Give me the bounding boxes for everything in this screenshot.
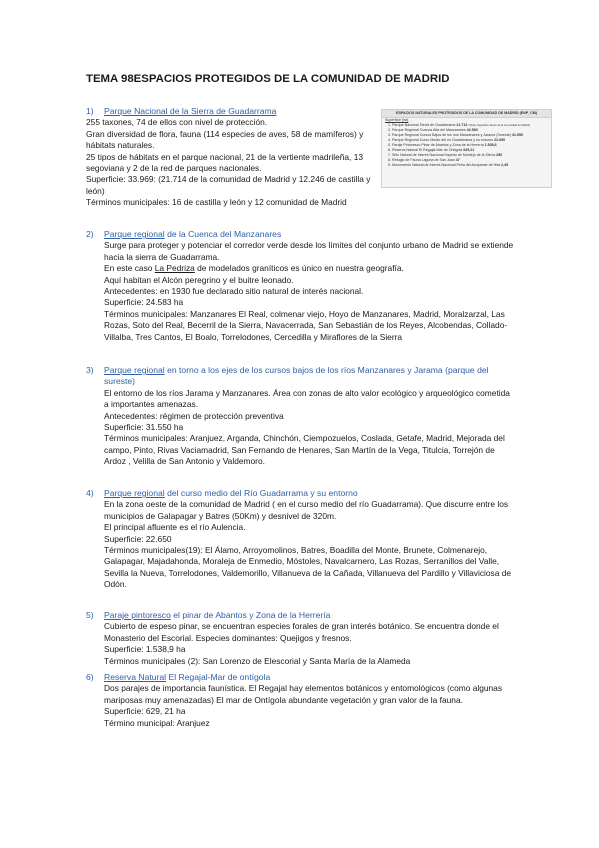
- section-heading-rest: El Regajal-Mar de ontígola: [166, 672, 271, 682]
- section-link[interactable]: Parque regional: [104, 229, 165, 239]
- section-line: Aquí habitan el Alcón peregrino y el buitre leonado.: [104, 274, 294, 285]
- section-link[interactable]: Paraje pintoresco: [104, 610, 171, 620]
- section-heading: [86, 610, 516, 621]
- section-line: Términos municipales(19): El Álamo, Arroyomolinos, Batres, Boadilla del Monte, Brunete, Colmenarejo, Galapagar, Majadahonda, Moraleja de Enmedio, Móstoles, Navalcarnero, Las Rozas, Serranillos del Valle, Sevilla la Nueva, Torrelodones, Valdemorillo, Villanueva de la Cañada, Villanueva del Pardillo y Villaviciosa de Odón.: [104, 545, 512, 590]
- section-line: Superficie: 1.538,9 ha: [104, 644, 186, 655]
- section-body: [86, 621, 516, 667]
- section-body: [86, 117, 371, 208]
- section-line: 255 taxones, 74 de ellos con nivel de protección.: [86, 117, 268, 128]
- section-4: [86, 488, 516, 591]
- section-link[interactable]: Reserva Natural: [104, 672, 167, 682]
- table-row-value: 2,45: [501, 163, 509, 167]
- table-row-value: 22.650: [494, 138, 506, 142]
- section-number: 3): [86, 365, 94, 375]
- table-row-value: 250: [496, 153, 503, 157]
- section-line: Término municipal: Aranjuez: [104, 717, 210, 728]
- section-1: [86, 106, 371, 209]
- section-line: Términos municipales: Aranjuez, Arganda, Chinchón, Ciempozuelos, Coslada, Getafe, Madrid, Mejorada del campo, Pinto, Rivas Vaciamadrid, San Fernando de Henares, San Martín de la Vega, Titulcia, Torrejón de Ardoz , Velilla de San Antonio y Valdemoro.: [104, 433, 505, 467]
- section-number: 2): [86, 229, 94, 239]
- table-row-value: 42.583: [466, 128, 478, 132]
- section-heading-rest: en torno a los ejes de los cursos bajos de los ríos Manzanares y Jarama (parque del sureste): [104, 365, 489, 387]
- section-number: 6): [86, 672, 94, 682]
- la-pedriza-link[interactable]: La Pedriza: [154, 263, 195, 274]
- section-body: [86, 683, 516, 729]
- section-line: El entorno de los ríos Jarama y Manzanares. Área con zonas de alto valor ecológico y arqueológico cometida a importantes amenazas.: [104, 387, 510, 410]
- section-line: En la zona oeste de la comunidad de Madrid ( en el curso medio del río Guadarrama). Que discurre entre los municipios de Galapagar y Batres (50Km) y desnivel de 320m.: [104, 499, 509, 521]
- section-body: [86, 388, 516, 468]
- table-row-note: *(Nota: Superficie dentro de la Comunidad de Madrid): [468, 124, 531, 127]
- section-heading-rest: de la Cuenca del Manzanares: [164, 229, 282, 239]
- section-line: Antecedentes: régimen de protección preventiva: [104, 410, 284, 421]
- section-line: Surge para proteger y potenciar el corredor verde desde los límites del conjunto urbano de Madrid se extiende hacia la sierra de Guadarrama.: [104, 240, 514, 262]
- section-line: Superficie: 31.550 ha: [104, 422, 184, 433]
- table-row-value: 31.550: [512, 133, 524, 137]
- table-row-label: 7. Sitio Natural de Interés Nacional Hayedo de Montejo de la Sierra: [388, 153, 496, 157]
- table-row-value: 21.714: [456, 123, 468, 127]
- section-6: [86, 672, 516, 729]
- section-heading: [86, 106, 371, 117]
- section-heading: [86, 365, 516, 388]
- table-row-label: 4. Parque Regional Curso Medio del río Guadarrama y su entorno: [388, 138, 494, 142]
- section-body: [86, 240, 516, 343]
- table-row: [382, 163, 551, 168]
- section-number: 1): [86, 106, 94, 116]
- enp-summary-table: [381, 109, 552, 188]
- table-row-value: 1.538,6: [484, 143, 497, 147]
- section-line: Superficie: 22.650: [104, 533, 172, 544]
- section-line: En este caso La Pedriza de modelados graníticos es único en nuestra geografía.: [104, 263, 404, 274]
- section-heading-rest: del curso medio del Río Guadarrama y su entorno: [164, 488, 358, 498]
- section-link[interactable]: Parque regional: [104, 365, 165, 375]
- section-body: [86, 499, 516, 590]
- section-line: Términos municipales (2): San Lorenzo de Elescorial y Santa María de la Alameda: [104, 655, 411, 666]
- table-title: ESPACIOS NATURALES PROTEGIDOS DE LA COMUNIDAD DE MADRID (ENP_CM): [382, 110, 551, 118]
- table-subtitle: Superficie (ha): [385, 118, 409, 122]
- table-row-label: 3. Parque Regional Cursos Bajos de los ríos Manzanares y Jarama (Sureste): [388, 133, 512, 137]
- section-heading: [86, 229, 516, 240]
- table-row-label: 2. Parque Regional Cuenca Alta del Manzanares: [388, 128, 466, 132]
- table-row-label: 6. Reserva Natural El Regajal-Mar de Ontígola: [388, 148, 463, 152]
- section-2: [86, 229, 516, 343]
- section-line: El principal afluente es el río Aulencia.: [104, 522, 246, 533]
- section-line: Gran diversidad de flora, fauna (114 especies de aves, 58 de mamíferos) y hábitats naturales.: [86, 128, 364, 151]
- table-row-label: 5. Paraje Pintoresco Pinar de Abantos y Zona de la Herrería: [388, 143, 484, 147]
- section-line: Términos municipales: Manzanares El Real, colmenar viejo, Hoyo de Manzanares, Madrid, Moralzarzal, Las Rozas, Soto del Real, Becerril de la Sierra, Navacerrada, San Sebastián de los Reyes, Alcobendas, Collado-Villalba, Tres Cantos, El Boalo, Torrelodones, Cercedilla y Miraflores de la Sierra: [104, 308, 508, 342]
- section-5: [86, 610, 516, 667]
- section-3: [86, 365, 516, 468]
- table-row-value: 629,21: [463, 148, 475, 152]
- section-line: Superficie: 33.969: (21.714 de la comunidad de Madrid y 12.246 de castilla y león): [86, 174, 371, 196]
- section-line: Cubierto de espeso pinar, se encuentran especies forales de gran interés botánico. Se encuentra donde el Monasterio del Escorial. Especies dominantes: Quejigos y fresnos.: [104, 621, 499, 643]
- section-heading: [86, 488, 516, 499]
- table-row-label: 8. Refugio de Fauna Laguna de San Juan: [388, 158, 455, 162]
- section-number: 5): [86, 610, 94, 620]
- section-line: Términos municipales: 16 de castilla y león y 12 comunidad de Madrid: [86, 197, 347, 208]
- section-line: Superficie: 24.583 ha: [104, 297, 184, 308]
- section-line: Dos parajes de importancia faunística. El Regajal hay elementos botánicos y entomológicos (como algunas mariposas muy amenazadas) El mar de Ontígola abundante vegetación y gran valor de la fauna.: [104, 683, 503, 705]
- table-row-label: 1. Parque Nacional Sierra de Guadarrama: [388, 123, 456, 127]
- section-link[interactable]: Parque regional: [104, 488, 165, 498]
- table-row-label: 9. Monumento Natural de Interés Nacional Peña del Arcipreste de Hita: [388, 163, 501, 167]
- table-row-value: 47: [455, 158, 460, 162]
- section-line: Superficie: 629, 21 ha: [104, 706, 186, 717]
- section-link[interactable]: Parque Nacional de la Sierra de Guadarrama: [104, 106, 277, 116]
- page-title: TEMA 98ESPACIOS PROTEGIDOS DE LA COMUNIDAD DE MADRID: [86, 73, 450, 85]
- section-heading-rest: el pinar de Abantos y Zona de la Herrería: [170, 610, 331, 620]
- section-heading: [86, 672, 516, 683]
- section-number: 4): [86, 488, 94, 498]
- section-line: Antecedentes: en 1930 fue declarado sitio natural de interés nacional.: [104, 286, 364, 297]
- section-line: 25 tipos de hábitats en el parque nacional, 21 de la vertiente madrileña, 13 segoviana y 2 de la red de parques nacionales.: [86, 151, 364, 174]
